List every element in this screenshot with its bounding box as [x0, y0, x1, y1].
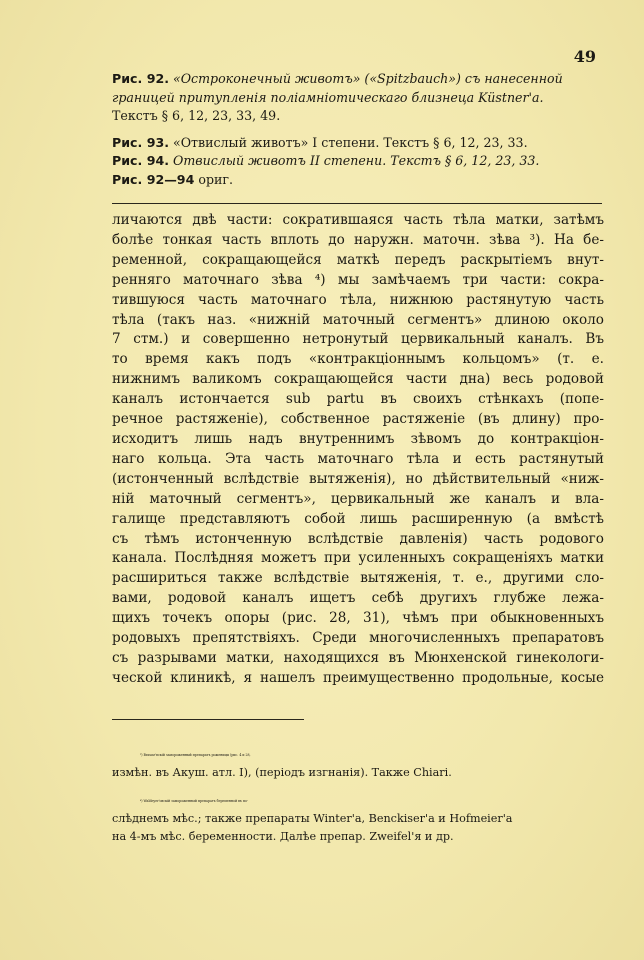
footnote-line: измѣн. въ Акуш. атл. I), (періодъ изгнанія). Также Chiari.: [112, 766, 452, 779]
footnote-text: Braune'вскій замороженный препаратъ роженицы (рис. 4 и 28,: [143, 753, 251, 757]
text-line: (истонченный вслѣдствіе вытяженія), но дѣйствительный «ниж-: [112, 470, 604, 487]
text-line: речное растяженіе), собственное растяженіе (въ длину) про-: [112, 411, 604, 428]
text-line: то время какъ подъ «контракціоннымъ кольцомъ» (т. е.: [112, 351, 604, 368]
footnote-line: на 4-мъ мѣс. беременности. Далѣе препар. Zweifel'я и др.: [112, 830, 454, 843]
footnote-4: [112, 792, 604, 846]
text-line: съ тѣмъ истонченную вслѣдствіе давленія) часть родового: [112, 530, 604, 547]
footnote-mark: ⁴): [140, 799, 143, 803]
footnotes: [112, 746, 604, 856]
text-line: родовыхъ препятствіяхъ. Среди многочисленныхъ препаратовъ: [112, 630, 604, 647]
text-line: галище представляютъ собой лишь расширенную (а вмѣстѣ: [112, 510, 604, 527]
caption-fig-94: [112, 152, 600, 171]
caption-text: ориг.: [198, 171, 233, 187]
text-line: расшириться также вслѣдствіе вытяженія, т. е., другими сло-: [112, 570, 604, 587]
caption-text: границей притупленія полiамніотическаго близнеца Küstner'а.: [112, 89, 544, 105]
footnote-line: [112, 746, 604, 764]
caption-label: Рис. 94.: [112, 153, 169, 168]
caption-text: Текстъ § 6, 12, 23, 33, 49.: [112, 108, 281, 123]
text-line: исходитъ лишь надъ внутреннимъ зѣвомъ до контракціон-: [112, 430, 604, 447]
caption-fig-92: [112, 70, 600, 126]
main-text: [112, 211, 604, 689]
text-line: канала. Послѣдняя можетъ при усиленныхъ сокращеніяхъ матки: [112, 550, 604, 567]
text-line: съ разрывами матки, находящихся въ Мюнхенской гинекологи-: [112, 649, 604, 666]
text-line: нижнимъ валикомъ сокращающейся части дна) весь родовой: [112, 371, 604, 388]
caption-text: Отвислый животъ II степени. Текстъ § 6, 12, 23, 33.: [173, 153, 540, 168]
footnote-mark: ³): [140, 753, 143, 757]
caption-line: [112, 70, 600, 89]
text-line: каналъ истончается sub partu въ своихъ стѣнкахъ (попе-: [112, 391, 604, 408]
text-line: ренняго маточнаго зѣва ⁴) мы замѣчаемъ три части: сокра-: [112, 271, 604, 288]
text-line: ческой клиникѣ, я нашелъ преимущественно продольные, косые: [112, 669, 604, 686]
caption-text: «Остроконечный животъ» («Spitzbauch») съ нанесенной: [173, 71, 563, 86]
text-line: личаются двѣ части: сократившаяся часть тѣла матки, затѣмъ: [112, 212, 604, 228]
text-line: тившуюся часть маточнаго тѣла, нижнюю растянутую часть: [112, 291, 604, 308]
caption-label: Рис. 93.: [112, 134, 169, 150]
caption-fig-93: [112, 134, 600, 153]
text-line: щихъ точекъ опоры (рис. 28, 31), чѣмъ при обыкновенныхъ: [112, 610, 604, 627]
text-line: ременной, сокращающейся маткѣ передъ раскрытіемъ внут-: [112, 251, 604, 268]
text-line: ній маточный сегментъ», цервикальный же каналъ и вла-: [112, 490, 604, 507]
footnote-3: [112, 746, 604, 782]
page-number: 49: [573, 47, 596, 66]
footnote-line: слѣднемъ мѣс.; также препараты Winter'а, Benckiser'а и Hofmeier'а: [112, 812, 513, 825]
footnote-line: [112, 792, 604, 810]
header-divider: [112, 203, 602, 204]
footnote-text: Waldeyer'овскій замороженный препаратъ беременной въ по-: [143, 799, 249, 803]
footnote-divider: [112, 719, 304, 720]
text-line: вами, родовой каналъ ищетъ себѣ другихъ глубже лежа-: [112, 590, 604, 607]
caption-label: Рис. 92.: [112, 71, 169, 86]
text-line: тѣла (такъ наз. «нижній маточный сегментъ» длиною около: [112, 311, 604, 328]
text-line: болѣе тонкая часть вплоть до наружн. маточн. зѣва ³). На бе-: [112, 231, 604, 248]
text-line: 7 стм.) и совершенно нетронутый цервикальный каналъ. Въ: [112, 331, 604, 348]
caption-fig-92-94: [112, 171, 600, 190]
caption-label: Рис. 92—94: [112, 171, 195, 187]
text-line: наго кольца. Эта часть маточнаго тѣла и есть растянутый: [112, 450, 604, 467]
caption-text: «Отвислый животъ» I степени. Текстъ § 6, 12, 23, 33.: [173, 134, 528, 150]
figure-captions: [112, 70, 600, 189]
